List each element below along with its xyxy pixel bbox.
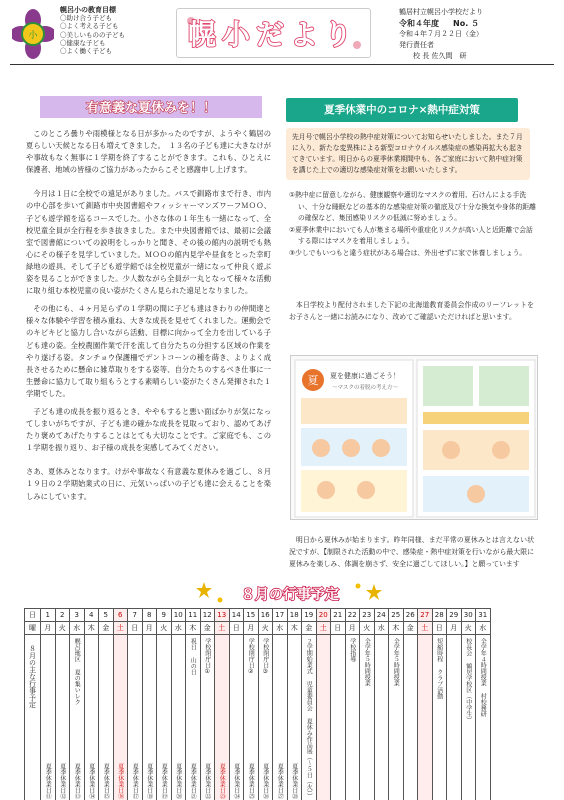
left-heading (40, 96, 262, 118)
calendar-weekday: 日 (128, 622, 143, 635)
measure-list (289, 190, 539, 259)
calendar-weekday: 火 (258, 622, 273, 635)
schedule-heading (190, 578, 390, 608)
calendar-date: 26 (403, 609, 418, 622)
calendar-date: 14 (229, 609, 244, 622)
calendar-event-cell (70, 635, 85, 800)
school-emblem-icon (12, 6, 54, 62)
calendar-event-cell (302, 635, 317, 800)
vacation-day-text: 夏季休業日⑫ (58, 763, 66, 799)
calendar-weekday: 月 (41, 622, 56, 635)
calendar-weekday: 木 (389, 622, 404, 635)
leaflet-illustration (291, 356, 539, 521)
vacation-day-text: 夏季休業日㉕ (247, 763, 255, 799)
event-text: 全学年５時間授業 (392, 638, 400, 686)
calendar-date: 28 (432, 609, 447, 622)
row-label: ８月の主な行事予定 (28, 645, 37, 708)
svg-text:小: 小 (28, 31, 38, 41)
calendar-date: 20 (316, 609, 331, 622)
calendar-weekday: 火 (55, 622, 70, 635)
calendar-weekday: 金 (302, 622, 317, 635)
calendar-event-cell (316, 635, 331, 800)
left-article (26, 128, 271, 509)
vacation-day-text: 夏季休業日⑯ (116, 763, 124, 799)
event-calendar (24, 608, 491, 800)
calendar-event-cell (113, 635, 128, 800)
calendar-date: 29 (447, 609, 462, 622)
calendar-date: 16 (258, 609, 273, 622)
calendar-date: 4 (84, 609, 99, 622)
calendar-date: 30 (461, 609, 476, 622)
calendar-event-cell (461, 635, 476, 800)
calendar-date: 5 (99, 609, 114, 622)
vacation-day-text: 夏季休業日⑪ (44, 763, 52, 799)
goal-item: 〇健康な子ども (60, 38, 106, 47)
calendar-event-cell (41, 635, 56, 800)
vacation-day-text: 夏季休業日㉑ (189, 763, 197, 799)
notice-box: 先月号で幌呂小学校の熱中症対策についてお知らせいたしました。また７月に入り、新たな変異株による新型コロナウイルス感染症の感染再拡大も起きてきています。明日からの夏季休業期間中も、各ご家庭において熱中症対策を講じた上での適切な感染症対策をお願いいたします。 (286, 128, 530, 180)
vacation-day-text: 夏季休業日㉖ (261, 763, 269, 799)
issue-date: 令和４年７月２２日（金） (399, 30, 483, 38)
calendar-weekday: 日 (432, 622, 447, 635)
goal-item: 〇助け合う子ども (60, 14, 112, 23)
calendar-event-cell (360, 635, 375, 800)
newsletter-title-text: 幌小だより (187, 18, 359, 51)
calendar-event-cell (215, 635, 230, 800)
calendar-event-cell (258, 635, 273, 800)
calendar-weekday: 木 (287, 622, 302, 635)
school-goals (60, 6, 165, 55)
vacation-day-text: 夏季休業日⑳ (174, 763, 182, 799)
calendar-weekday: 土 (113, 622, 128, 635)
calendar-weekday: 水 (476, 622, 491, 635)
paragraph: その他にも、４ヶ月足らずの１学期の間に子ども達はきわりの仲間達と様々な体験や学習を積み重ね、大きな成長を見せてくれました。運動会でのキビキビと協力し合いながら活動、目標に向かって全力を出している子ども達の姿。全校農園作業で汗を流して自分たちの分担する区域の作業をやり遂げる姿。タンチョウ保護柵でデントコーンの種を蒔き、よりよく成長させるために懸命に雑草取りをする姿等、自分たちのするべき仕事に一生懸命に協力して取り組もうとする素晴らしい姿がたくさん発揮された１学期でした。 (26, 304, 271, 398)
issue-year: 令和４年度 (399, 19, 439, 28)
left-heading-text: 有意義な夏休みを！！ (85, 101, 217, 116)
calendar-event-cell (331, 635, 346, 800)
calendar-weekday: 月 (345, 622, 360, 635)
calendar-date: 10 (171, 609, 186, 622)
calendar-event-cell (418, 635, 433, 800)
right-heading: 夏季休業中のコロナ×熱中症対策 (286, 98, 518, 122)
calendar-weekday: 月 (447, 622, 462, 635)
calendar-date: 1 (41, 609, 56, 622)
vacation-day-text: 夏季休業日⑮ (102, 763, 110, 799)
event-text: 全学年４時間授業 村校務研 (479, 638, 487, 717)
row-label: 曜 (25, 622, 41, 635)
calendar-event-cell (171, 635, 186, 800)
vacation-day-text: 夏季休業日⑭ (87, 763, 95, 799)
calendar-weekday: 火 (360, 622, 375, 635)
calendar-event-cell (84, 635, 99, 800)
svg-text:夏: 夏 (307, 374, 319, 387)
calendar-event-cell (389, 635, 404, 800)
calendar-event-cell (244, 635, 259, 800)
calendar-date: 2 (55, 609, 70, 622)
paragraph: 明日から夏休みが始まります。昨年同様、まだ平常の夏休みとは言えない状況ですが、【制限された活動の中で、感染症・熱中症対策を行いながら最大限に夏休みを楽しみ、体調を崩さず、安全に過ごしてほしい。】と願っています (289, 536, 534, 568)
newsletter-title (179, 11, 368, 55)
event-text: 全学年５時間授業 (363, 638, 371, 686)
calendar-date: 6 (113, 609, 128, 622)
event-text: 校長会 鶴居学校区（中学生） (464, 638, 472, 723)
calendar-date: 19 (302, 609, 317, 622)
calendar-weekday: 金 (403, 622, 418, 635)
vacation-day-text: 夏季休業日㉔ (232, 763, 240, 799)
calendar-event-cell (142, 635, 157, 800)
responsible-label: 発行責任者 (399, 41, 434, 49)
measure-item: ③少しでもいつもと違う症状がある場合は、外出せずに家で休養しましょう。 (289, 248, 527, 257)
issue-number: No. ５ (453, 19, 480, 28)
event-text: 学校閉庁日③ (261, 638, 269, 675)
measure-item: ①熱中症に留意しながら、健康観察や適切なマスクの着用、石けんによる手洗い、十分な睡眠などの基本的な感染症対策の徹底及び十分な換気や身体的距離の確保など、集団感染リスクの低減に努めましょう。 (289, 191, 536, 222)
calendar-weekday: 水 (374, 622, 389, 635)
vacation-day-text: 夏季休業日㉘ (290, 763, 298, 799)
calendar-date: 22 (345, 609, 360, 622)
calendar-date: 11 (186, 609, 201, 622)
calendar-date: 18 (287, 609, 302, 622)
event-text: 短縮時程 クラブ活動 (435, 638, 443, 699)
calendar-date: 21 (331, 609, 346, 622)
event-text: ２学期始業式 児童委員会 夏休み作品展 (305, 638, 313, 754)
event-text: 学校閉庁日① (203, 638, 211, 675)
goals-title: 幌呂小の教育目標 (60, 6, 116, 14)
newsletter-title-box (176, 8, 371, 58)
calendar-weekday: 土 (215, 622, 230, 635)
calendar-date: 15 (244, 609, 259, 622)
calendar-weekday: 火 (157, 622, 172, 635)
calendar-event-cell (287, 635, 302, 800)
calendar-event-cell (229, 635, 244, 800)
calendar-event-cell (476, 635, 491, 800)
goal-item: 〇よく働く子ども (60, 47, 112, 56)
event-text: 幌呂地区 夏の集いレク (73, 638, 81, 705)
goal-item: 〇よく考える子ども (60, 22, 119, 31)
calendar-date: 25 (389, 609, 404, 622)
calendar-weekday: 火 (461, 622, 476, 635)
event-text: 祝日 山の日 (189, 638, 197, 675)
calendar-date: 7 (128, 609, 143, 622)
goal-item: 〇美しいものの子ども (60, 30, 125, 39)
calendar-event-cell (432, 635, 447, 800)
calendar-weekday: 金 (200, 622, 215, 635)
principal-name: 校 長 佐久間 研 (413, 52, 467, 60)
calendar-date: 9 (157, 609, 172, 622)
vacation-day-text: 夏季休業日⑱ (145, 763, 153, 799)
paragraph: 本日学校より配付されました下記の北海道教育委員会作成のリーフレットをお子さんと一緒にお読みになり、改めてご確認いただければと思います。 (289, 301, 534, 321)
publisher-name: 鶴居村立幌呂小学校だより (399, 8, 483, 16)
calendar-event-cell (157, 635, 172, 800)
calendar-event-cell (403, 635, 418, 800)
vacation-day-text: 夏季休業日㉗ (276, 763, 284, 799)
summer-wishes (289, 535, 534, 570)
calendar-weekday: 月 (142, 622, 157, 635)
vacation-day-text: （～５日（火）） (305, 754, 313, 799)
schedule-title: ８月の行事予定 (241, 587, 339, 603)
vacation-day-text: 夏季休業日⑲ (160, 763, 168, 799)
paragraph: このところ曇りや雨模様となる日が多かったのですが、ようやく鶴居の夏らしい天候となる日も増えてきました。 １３名の子ども達に大きなけがや事故もなく無事に１学期を終了することができます。これも、ひとえに保護者、地域の皆様のご協力があったからこそと感謝申し上げます。 (26, 129, 271, 175)
measure-item: ②夏季休業中においても人が集まる場所や重症化リスクが高い人と近距離で会話する際にはマスクを着用しましょう。 (289, 225, 533, 245)
calendar-weekday: 木 (186, 622, 201, 635)
calendar-weekday: 土 (418, 622, 433, 635)
calendar-event-cell (128, 635, 143, 800)
calendar-date: 3 (70, 609, 85, 622)
calendar-event-cell (447, 635, 462, 800)
calendar-event-cell (55, 635, 70, 800)
calendar-event-cell (99, 635, 114, 800)
calendar-event-cell (186, 635, 201, 800)
calendar-event-cell (273, 635, 288, 800)
header-divider (10, 64, 554, 65)
paragraph: 子ども達の成長を振り返るとき、ややもすると悪い面ばかりが気になってしまいがちですが、子ども達の確かな成長を見取っており、認めてあげたり褒めてあげたりすることはとても大切なことです。ご家庭でも、この１学期を振り返り、お子様の成長を実感してみてください。 (26, 406, 271, 453)
leaflet-subtitle: ～マスクの着脱の考え方～ (331, 385, 399, 391)
paragraph: 今月は１日に全校での遠足がありました。バスで釧路市まで行き、市内の中心部を歩いて釧路市中央図書館やフィッシャーマンズワーフＭＯＯ、子ども遊学館を巡るコースでした。小さな体の１年生も一緒になって、全校児童全員が全行程を歩き抜きました。また中央図書館では、最初に会議室で図書館についての説明をしっかりと聞き、その後の館内の説明でも熱心にその様子を見学していました。ＭＯＯの館内見学や昼食をとった幸町緑地の遊具、そして子ども遊学館では全校児童が一緒になって仲良く遊ぶ姿を見ることができました。少人数ながら全員が一丸となって様々な活動に取り組む本校児童の良い姿がたくさん見られた遠足となりました。 (26, 189, 271, 296)
calendar-weekday: 金 (99, 622, 114, 635)
calendar-date: 24 (374, 609, 389, 622)
calendar-weekday: 日 (229, 622, 244, 635)
vacation-day-text: 夏季休業日㉒ (203, 763, 211, 799)
calendar-date: 23 (360, 609, 375, 622)
calendar-date: 12 (200, 609, 215, 622)
calendar-weekday: 月 (244, 622, 259, 635)
leaflet-image (290, 355, 538, 520)
calendar-date: 17 (273, 609, 288, 622)
calendar-event-cell (374, 635, 389, 800)
calendar-weekday: 水 (171, 622, 186, 635)
calendar-event-cell (200, 635, 215, 800)
calendar-date: 13 (215, 609, 230, 622)
calendar-date: 27 (418, 609, 433, 622)
calendar-weekday: 日 (331, 622, 346, 635)
vacation-day-text: 夏季休業日⑰ (131, 763, 139, 799)
publication-info (399, 7, 559, 62)
calendar-date: 31 (476, 609, 491, 622)
calendar-weekday: 土 (316, 622, 331, 635)
paragraph: さあ、夏休みとなります。けがや事故なく有意義な夏休みを過ごし、８月１９日の２学期始業式の日に、元気いっぱいの子ども達に会えることを楽しみにしています。 (26, 467, 271, 501)
calendar-event-cell (345, 635, 360, 800)
vacation-day-text: 夏季休業日⑬ (73, 763, 81, 799)
leaflet-title: 夏を健康に過ごそう！ (330, 372, 400, 380)
calendar-weekday: 水 (70, 622, 85, 635)
calendar-weekday: 木 (84, 622, 99, 635)
vacation-day-text: 夏季休業日㉓ (218, 763, 226, 799)
calendar-date: 8 (142, 609, 157, 622)
row-label: 日 (25, 609, 41, 622)
leaflet-intro (289, 300, 534, 324)
calendar-weekday: 水 (273, 622, 288, 635)
event-text: 学校閉庁日② (247, 638, 255, 675)
event-text: 学校指導 (348, 638, 356, 662)
